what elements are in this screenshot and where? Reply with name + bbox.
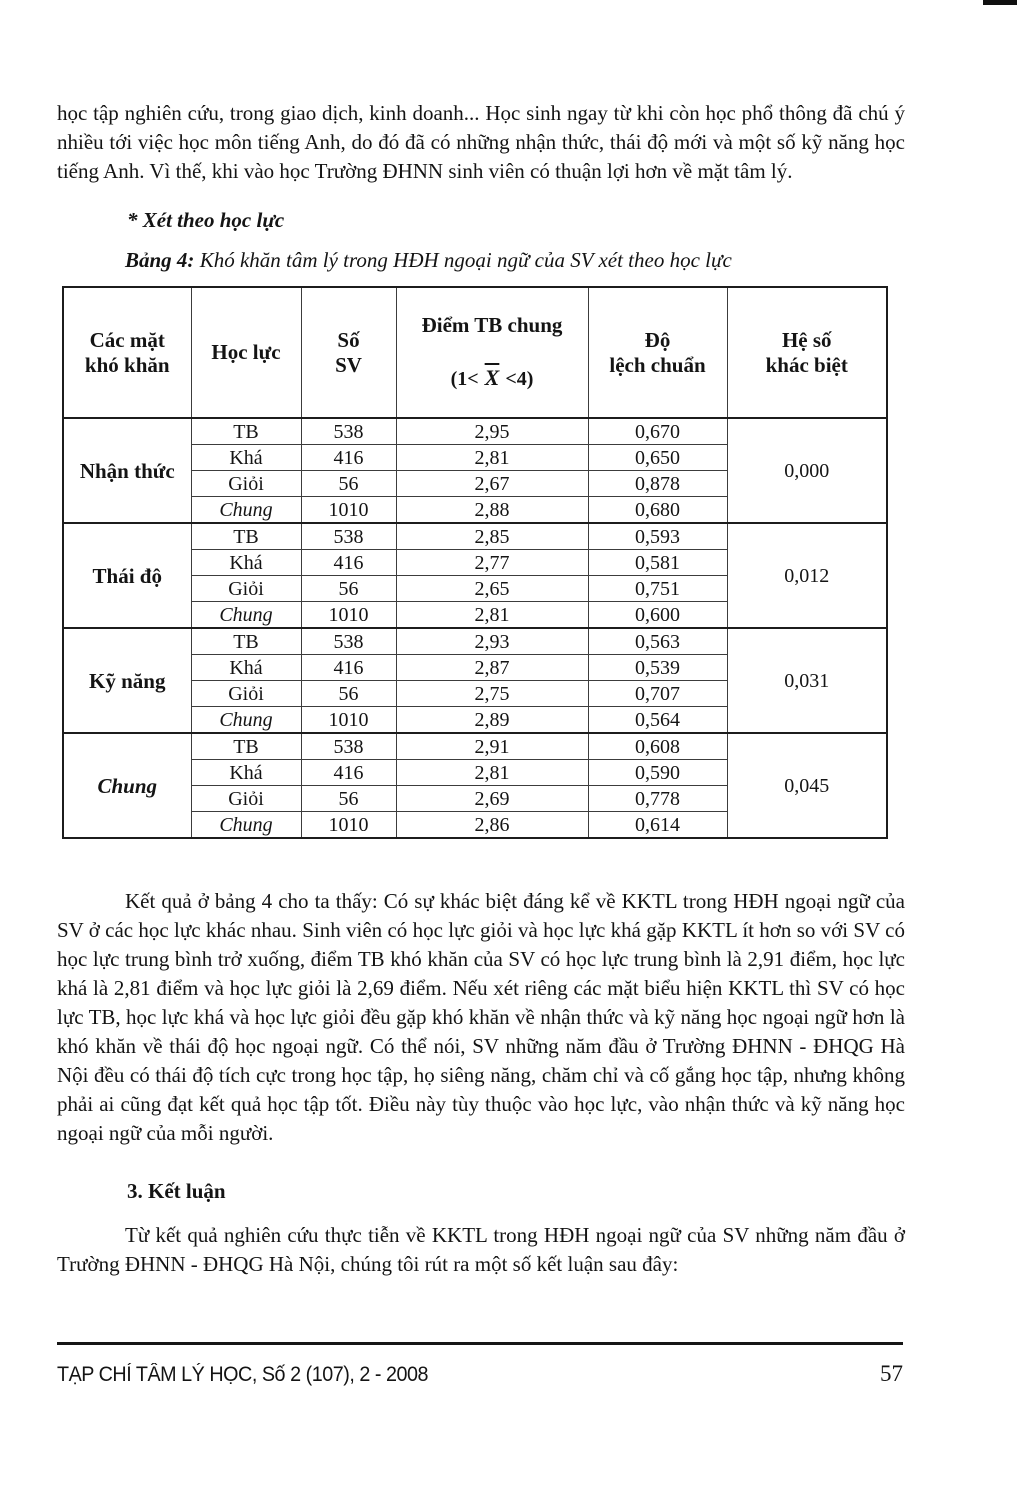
- cell-diem-tb: 2,69: [396, 786, 588, 812]
- group-label-cell: Thái độ: [63, 523, 191, 628]
- cell-hoc-luc: Giỏi: [191, 471, 301, 497]
- cell-do-lech-chuan: 0,590: [588, 760, 727, 786]
- cell-do-lech-chuan: 0,878: [588, 471, 727, 497]
- formula-pre: (1<: [450, 368, 484, 390]
- cell-diem-tb: 2,81: [396, 760, 588, 786]
- cell-diem-tb: 2,86: [396, 812, 588, 839]
- cell-diem-tb: 2,75: [396, 681, 588, 707]
- cell-do-lech-chuan: 0,751: [588, 576, 727, 602]
- paragraph-intro: học tập nghiên cứu, trong giao dịch, kinh doanh... Học sinh ngay từ khi còn học phổ thông đã chú ý nhiều tới việc học môn tiếng Anh, do đó đã có những nhận thức, thái độ mới và một số kỹ năng học tiếng Anh. Vì thế, khi vào học Trường ĐHNN sinh viên có thuận lợi hơn về mặt tâm lý.: [57, 101, 905, 183]
- table-row: [63, 733, 887, 760]
- coefficient-cell: 0,031: [727, 628, 887, 733]
- table-caption: [125, 248, 905, 273]
- cell-so-sv: 538: [301, 628, 396, 655]
- cell-diem-tb: 2,91: [396, 733, 588, 760]
- formula-post: <4): [500, 368, 534, 390]
- cell-hoc-luc: Chung: [191, 812, 301, 839]
- mean-range-formula: [401, 365, 584, 392]
- cell-so-sv: 538: [301, 418, 396, 445]
- cell-diem-tb: 2,95: [396, 418, 588, 445]
- cell-hoc-luc: TB: [191, 418, 301, 445]
- scan-artifact: [983, 0, 1017, 5]
- cell-do-lech-chuan: 0,581: [588, 550, 727, 576]
- cell-diem-tb: 2,93: [396, 628, 588, 655]
- cell-so-sv: 1010: [301, 707, 396, 734]
- col-header-diem-tb-line1: Điểm TB chung: [421, 313, 563, 337]
- cell-diem-tb: 2,88: [396, 497, 588, 524]
- cell-so-sv: 1010: [301, 497, 396, 524]
- col-header-hoc-luc: Học lực: [191, 287, 301, 418]
- cell-diem-tb: 2,81: [396, 602, 588, 629]
- group-label-cell: Chung: [63, 733, 191, 838]
- cell-diem-tb: 2,77: [396, 550, 588, 576]
- cell-hoc-luc: Chung: [191, 497, 301, 524]
- cell-do-lech-chuan: 0,680: [588, 497, 727, 524]
- cell-so-sv: 1010: [301, 602, 396, 629]
- coefficient-cell: 0,045: [727, 733, 887, 838]
- cell-so-sv: 416: [301, 445, 396, 471]
- page-footer: [57, 1342, 903, 1387]
- cell-do-lech-chuan: 0,563: [588, 628, 727, 655]
- cell-do-lech-chuan: 0,608: [588, 733, 727, 760]
- table-bang-4: [62, 286, 888, 839]
- cell-so-sv: 56: [301, 786, 396, 812]
- paragraph-conclusion-intro: Từ kết quả nghiên cứu thực tiễn về KKTL trong HĐH ngoại ngữ của SV những năm đầu ở Trường ĐHNN - ĐHQG Hà Nội, chúng tôi rút ra một số kết luận sau đây:: [57, 1223, 905, 1276]
- cell-hoc-luc: Chung: [191, 707, 301, 734]
- table-body: [63, 418, 887, 838]
- cell-do-lech-chuan: 0,600: [588, 602, 727, 629]
- cell-so-sv: 56: [301, 681, 396, 707]
- cell-hoc-luc: Chung: [191, 602, 301, 629]
- coefficient-cell: 0,012: [727, 523, 887, 628]
- cell-diem-tb: 2,85: [396, 523, 588, 550]
- cell-diem-tb: 2,87: [396, 655, 588, 681]
- conclusion-heading: 3. Kết luận: [127, 1179, 226, 1203]
- cell-hoc-luc: Giỏi: [191, 576, 301, 602]
- table-header: [63, 287, 887, 418]
- cell-diem-tb: 2,89: [396, 707, 588, 734]
- page-number: 57: [880, 1361, 903, 1386]
- cell-so-sv: 416: [301, 550, 396, 576]
- cell-do-lech-chuan: 0,650: [588, 445, 727, 471]
- table-caption-text: Khó khăn tâm lý trong HĐH ngoại ngữ của SV xét theo học lực: [199, 248, 732, 272]
- cell-do-lech-chuan: 0,670: [588, 418, 727, 445]
- cell-so-sv: 538: [301, 733, 396, 760]
- cell-do-lech-chuan: 0,564: [588, 707, 727, 734]
- cell-hoc-luc: Khá: [191, 760, 301, 786]
- cell-do-lech-chuan: 0,539: [588, 655, 727, 681]
- cell-hoc-luc: TB: [191, 523, 301, 550]
- cell-do-lech-chuan: 0,778: [588, 786, 727, 812]
- cell-so-sv: 56: [301, 471, 396, 497]
- coefficient-cell: 0,000: [727, 418, 887, 523]
- cell-so-sv: 416: [301, 655, 396, 681]
- journal-title: TẠP CHÍ TÂM LÝ HỌC, Số 2 (107), 2 - 2008: [57, 1363, 429, 1386]
- cell-hoc-luc: Khá: [191, 655, 301, 681]
- table-row: [63, 418, 887, 445]
- cell-hoc-luc: Khá: [191, 550, 301, 576]
- cell-do-lech-chuan: 0,707: [588, 681, 727, 707]
- col-header-diem-tb-chung: [396, 287, 588, 418]
- group-label-cell: Kỹ năng: [63, 628, 191, 733]
- col-header-so-sv: Số SV: [301, 287, 396, 418]
- cell-so-sv: 416: [301, 760, 396, 786]
- cell-so-sv: 538: [301, 523, 396, 550]
- section-heading-xet-theo-hoc-luc: * Xét theo học lực: [127, 208, 285, 232]
- cell-hoc-luc: Khá: [191, 445, 301, 471]
- cell-so-sv: 1010: [301, 812, 396, 839]
- cell-hoc-luc: Giỏi: [191, 786, 301, 812]
- table-row: [63, 523, 887, 550]
- col-header-he-so-khac-biet: Hệ số khác biệt: [727, 287, 887, 418]
- cell-do-lech-chuan: 0,614: [588, 812, 727, 839]
- cell-diem-tb: 2,81: [396, 445, 588, 471]
- cell-so-sv: 56: [301, 576, 396, 602]
- table-caption-label: Bảng 4:: [125, 248, 195, 272]
- cell-hoc-luc: TB: [191, 628, 301, 655]
- x-bar-symbol: $\overline{X}$: [484, 365, 500, 390]
- table-header-row: [63, 287, 887, 418]
- paragraph-results: Kết quả ở bảng 4 cho ta thấy: Có sự khác biệt đáng kể về KKTL trong HĐH ngoại ngữ của SV ở các học lực khác nhau. Sinh viên có học lực giỏi và học lực khá gặp KKTL ít hơn so với SV có học lực trung bình trở xuống, điểm TB khó khăn của SV có học lực trung bình là 2,91 điểm, học lực khá là 2,81 điểm và học lực giỏi là 2,69 điểm. Nếu xét riêng các mặt biểu hiện KKTL thì SV có học lực TB, học lực khá và học lực giỏi đều gặp khó khăn về nhận thức và kỹ năng học ngoại ngữ hơn là khó khăn về thái độ học ngoại ngữ. Có thể nói, SV những năm đầu ở Trường ĐHNN - ĐHQG Hà Nội đều có thái độ tích cực trong học tập, họ siêng năng, chăm chỉ và cố gắng học tập, nhưng không phải ai cũng đạt kết quả học tập tốt. Điều này tùy thuộc vào học lực, vào nhận thức và kỹ năng học ngoại ngữ của mỗi người.: [57, 889, 905, 1145]
- cell-diem-tb: 2,67: [396, 471, 588, 497]
- page-content: [57, 0, 905, 1279]
- cell-hoc-luc: Giỏi: [191, 681, 301, 707]
- cell-hoc-luc: TB: [191, 733, 301, 760]
- col-header-do-lech-chuan: Độ lệch chuẩn: [588, 287, 727, 418]
- cell-diem-tb: 2,65: [396, 576, 588, 602]
- group-label-cell: Nhận thức: [63, 418, 191, 523]
- cell-do-lech-chuan: 0,593: [588, 523, 727, 550]
- col-header-cac-mat-kho-khan: Các mặt khó khăn: [63, 287, 191, 418]
- table-row: [63, 628, 887, 655]
